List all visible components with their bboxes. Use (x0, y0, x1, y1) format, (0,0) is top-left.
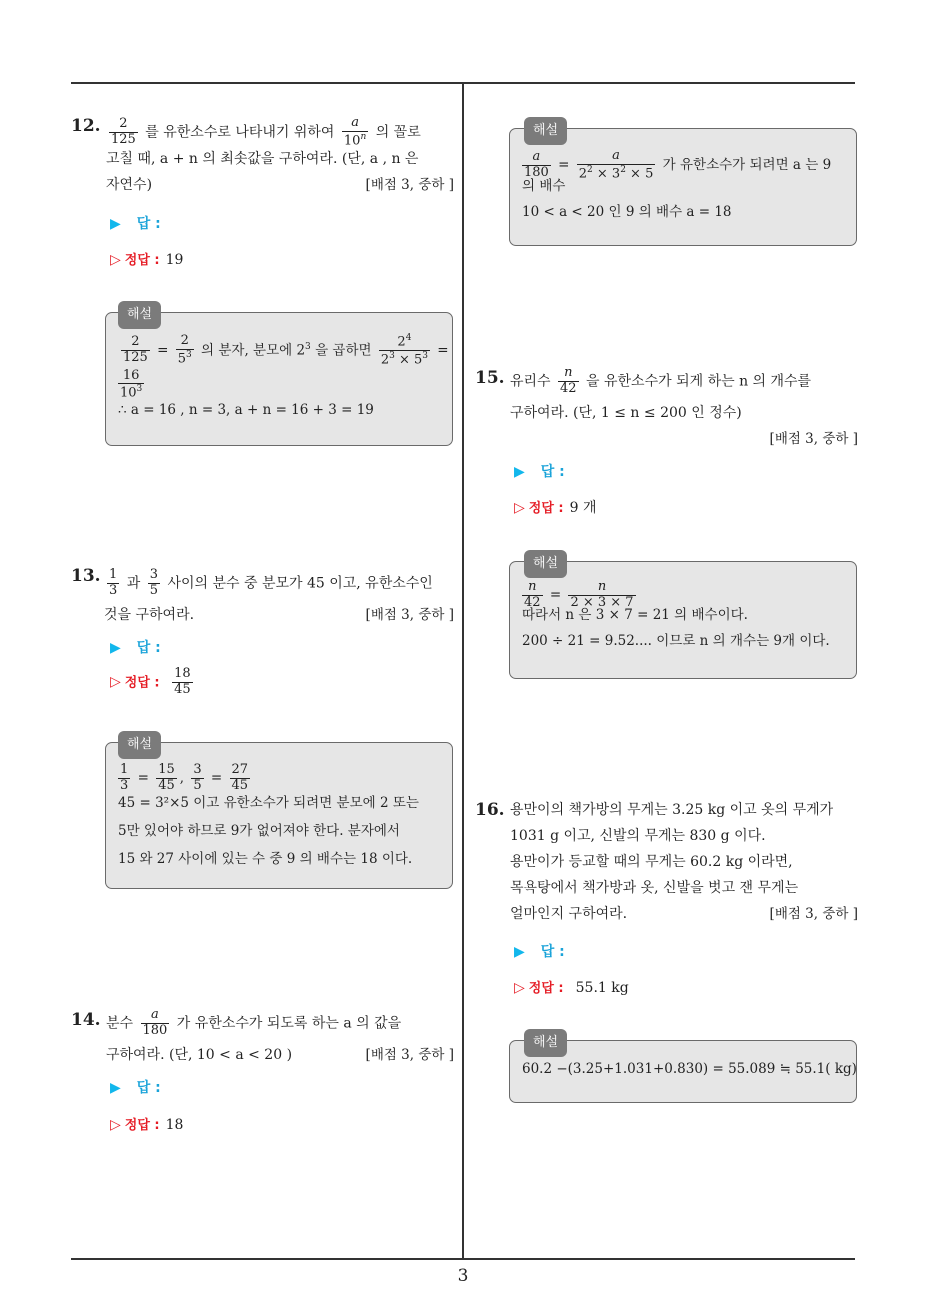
solution-tag: 해설 (524, 117, 567, 145)
correct-triangle-icon: ▷ (514, 500, 525, 516)
q16-solution-box: 해설 60.2 −(3.25+1.031+0.830) = 55.089 ≒ 55.1( kg) (509, 1040, 857, 1103)
solution-tag: 해설 (118, 301, 161, 329)
answer-triangle-icon: ▶ (514, 464, 525, 480)
q16-correct-row: ▷ 정답 : 55.1 kg (514, 980, 629, 996)
correct-triangle-icon: ▷ (110, 252, 121, 268)
correct-triangle-icon: ▷ (110, 1117, 121, 1133)
q12-text: $\frac{2}{125}$ 를 유한소수로 나타내기 위하여 $\frac{a}{10^n}$ 의 꼴로 고칠 때, a + n 의 최솟값을 구하여라. (단, a , n 은 자연수) [배점 3, 중하 ] (106, 116, 454, 198)
q13-number: 13. (71, 566, 101, 586)
answer-triangle-icon: ▶ (110, 216, 121, 232)
q14-answer-row[interactable]: ▶ 답 : (110, 1080, 161, 1096)
answer-triangle-icon: ▶ (514, 944, 525, 960)
correct-triangle-icon: ▷ (110, 674, 121, 691)
q15-solution-box: 해설 $\frac{n}{42}$ = $\frac{n}{2 \times 3 \times 7}$ 따라서 n 은 3 × 7 = 21 의 배수이다. 200 ÷ 21 = 9.52.... 이므로 n 의 개수는 9개 이다. (509, 561, 857, 679)
q15-points: [배점 3, 중하 ] (769, 431, 858, 447)
q13-correct-row: ▷ 정답 : $\frac{18}{45}$ (110, 666, 191, 697)
q15-number: 15. (475, 368, 505, 388)
q13-answer-row[interactable]: ▶ 답 : (110, 640, 161, 656)
q16-number: 16. (475, 800, 505, 820)
q12-points: [배점 3, 중하 ] (365, 177, 454, 193)
q12-frac-a-10n: $\frac{a}{10^n}$ (343, 115, 367, 149)
q12-number: 12. (71, 116, 101, 136)
q14-solution-box: 해설 $\frac{a}{180}$ = $\frac{a}{2^2 \times 3^2 \times 5}$ 가 유한소수가 되려면 a 는 9 의 배수 10 < a < 20 인 9 의 배수 a = 18 (509, 128, 857, 246)
solution-tag: 해설 (118, 731, 161, 759)
q15-correct-row: ▷ 정답 : 9 개 (514, 500, 597, 516)
correct-triangle-icon: ▷ (514, 980, 525, 996)
q12-frac: $\frac{2}{125}$ (111, 116, 136, 148)
q15-answer-row[interactable]: ▶ 답 : (514, 464, 565, 480)
q13-solution-box: 해설 $\frac{1}{3}$ = $\frac{15}{45}$ , $\frac{3}{5}$ = $\frac{27}{45}$ 45 = 3²×5 이고 유한소수가 되려면 분모에 2 또는 5만 있어야 하므로 9가 없어져야 한다. 분자에서 15 와 27 사이에 있는 수 중 9 의 배수는 18 이다. (105, 742, 453, 889)
q12-solution-box: 해설 $\frac{2}{125}$ = $\frac{2}{5^3}$ 의 분자, 분모에 $2^3$ 을 곱하면 $\frac{2^4}{2^3 \times 5^3}$ = $\frac{16}{10^3}$ ∴ a = 16 , n = 3, a + n = 16 + 3 = 19 (105, 312, 453, 446)
q14-correct-row: ▷ 정답 : 18 (110, 1117, 184, 1133)
q15-text: 유리수 $\frac{n}{42}$ 을 유한소수가 되게 하는 n 의 개수를 구하여라. (단, 1 ≤ n ≤ 200 인 정수) [배점 3, 중하 ] (510, 366, 858, 450)
solution-tag: 해설 (524, 1029, 567, 1057)
q12-correct-row: ▷ 정답 : 19 (110, 252, 184, 268)
q16-answer-row[interactable]: ▶ 답 : (514, 944, 565, 960)
q14-number: 14. (71, 1010, 101, 1030)
column-divider (462, 83, 464, 1258)
q13-points: [배점 3, 중하 ] (365, 607, 454, 623)
q12-answer-row[interactable]: ▶ 답 : (110, 216, 161, 232)
solution-tag: 해설 (524, 550, 567, 578)
q14-points: [배점 3, 중하 ] (365, 1047, 454, 1063)
q14-text: 분수 $\frac{a}{180}$ 가 유한소수가 되도록 하는 a 의 값을 구하여라. (단, 10 < a < 20 ) [배점 3, 중하 ] (106, 1008, 454, 1068)
bottom-rule (71, 1258, 855, 1260)
answer-triangle-icon: ▶ (110, 1080, 121, 1096)
q16-text: 용만이의 책가방의 무게는 3.25 kg 이고 옷의 무게가 1031 g 이고, 신발의 무게는 830 g 이다. 용만이가 등교할 때의 무게는 60.2 kg 이라면, 목욕탕에서 책가방과 옷, 신발을 벗고 잰 무게는 얼마인지 구하여라. [배점 3, 중하 ] (510, 797, 858, 927)
answer-triangle-icon: ▶ (110, 640, 121, 656)
q13-text: $\frac{1}{3}$ 과 $\frac{3}{5}$ 사이의 분수 중 분모가 45 이고, 유한소수인 것을 구하여라. [배점 3, 중하 ] (104, 568, 454, 628)
q16-points: [배점 3, 중하 ] (769, 906, 858, 922)
page-number: 3 (457, 1266, 469, 1286)
